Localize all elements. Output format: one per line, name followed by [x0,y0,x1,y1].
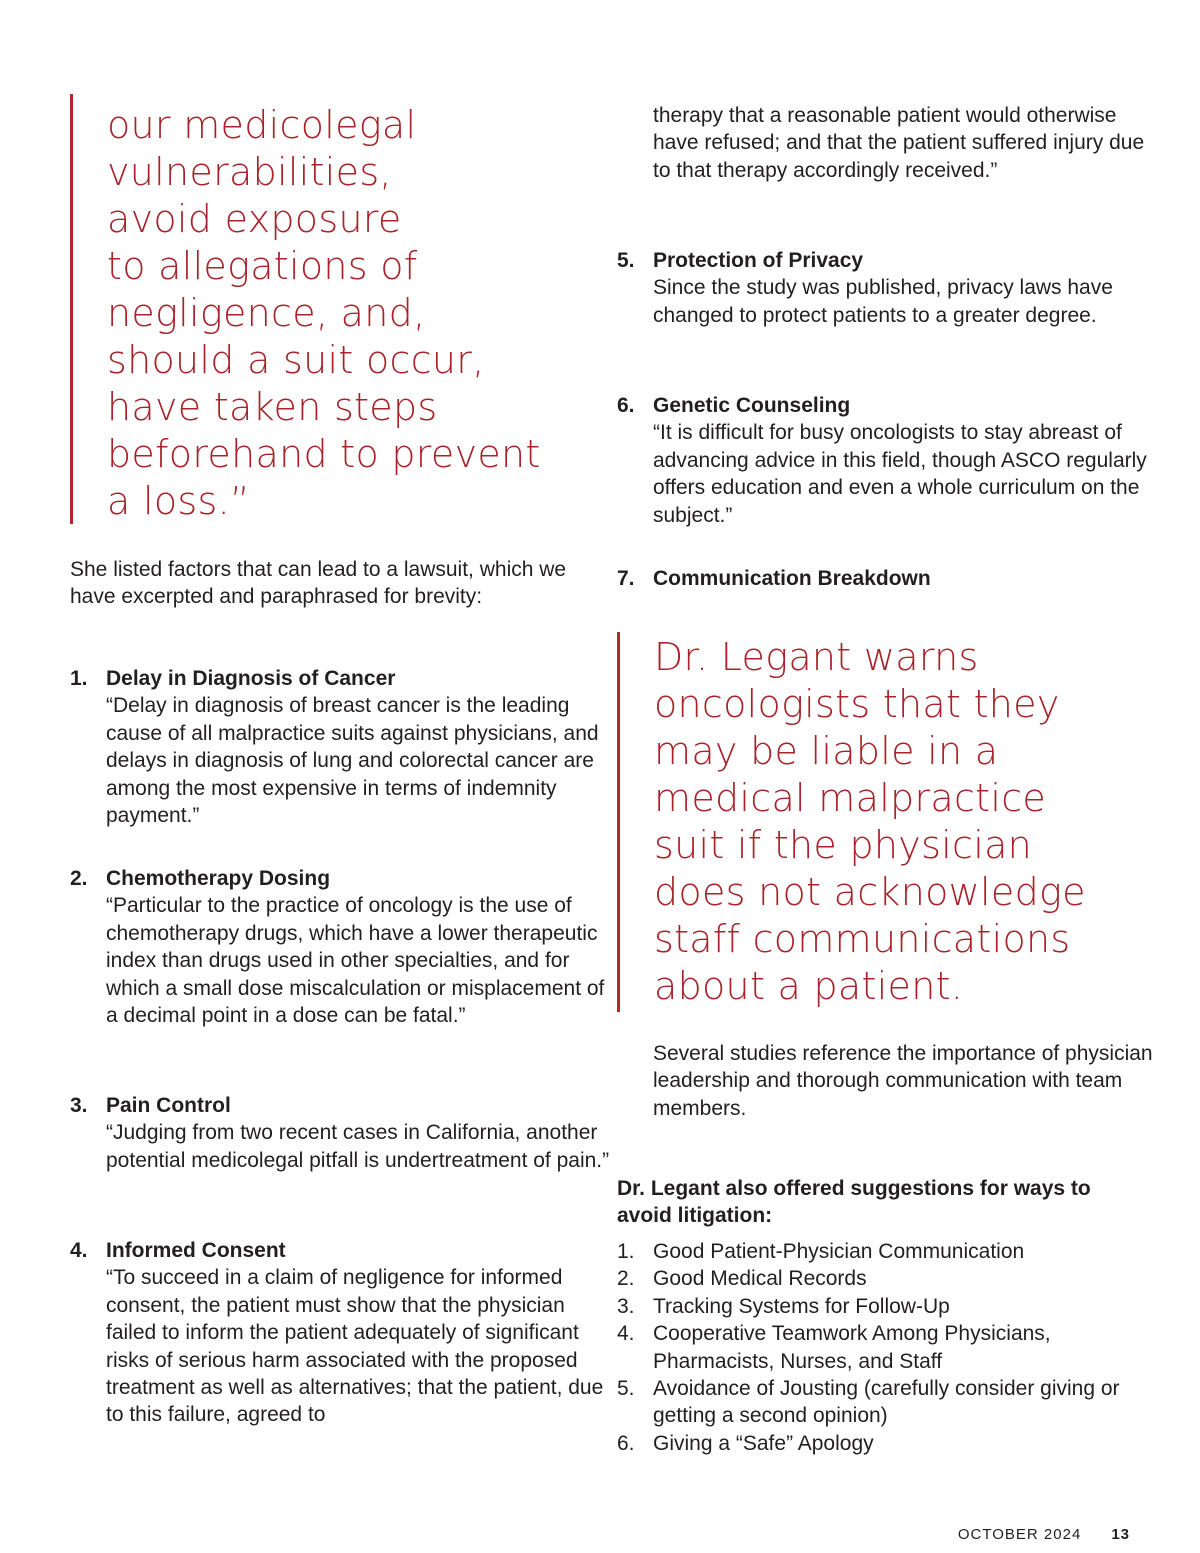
suggestions-list [617,1238,1157,1457]
pull-quote-line: our medicolegal [107,103,417,147]
factor-title: Chemotherapy Dosing [106,867,331,890]
factor-item [70,1092,610,1174]
list-item-text: Good Patient-Physician Communication [653,1240,1025,1263]
page-footer [958,1526,1130,1543]
factor-4-continued: therapy that a reasonable patient would otherwise have refused; and that the patient suffered injury due to that therapy accordingly received.” [653,104,1145,182]
factor-number: 1. [70,667,88,690]
factor-title: Genetic Counseling [653,394,851,417]
factor-item [617,392,1157,529]
page-number: 13 [1111,1526,1130,1543]
factor-title: Informed Consent [106,1239,286,1262]
factor-number: 2. [70,867,88,890]
several-studies-paragraph: Several studies reference the importance of physician leadership and thorough communication with team members. [653,1042,1153,1120]
pull-quote-line: medical malpractice [654,776,1047,820]
pull-quote-line: about a patient. [654,964,964,1008]
pull-quote-line: Dr. Legant warns [654,635,979,679]
pull-quote-line: beforehand to prevent [107,432,541,476]
pull-quote-line: a loss.” [107,479,250,523]
factor-item [617,565,1157,592]
pull-quote-line: suit if the physician [654,823,1033,867]
intro-paragraph: She listed factors that can lead to a lawsuit, which we have excerpted and paraphrased for brevity: [70,558,567,609]
factor-description: “To succeed in a claim of negligence for informed consent, the patient must show that the physician failed to inform the patient adequately of significant risks of serious harm associated with the proposed treatment as well as alternatives; that the patient, due to this failure, agreed to [106,1266,604,1427]
factor-title: Protection of Privacy [653,249,864,272]
suggestions-heading: Dr. Legant also offered suggestions for ways to avoid litigation: [617,1177,1091,1228]
list-item-number: 3. [617,1294,635,1318]
pull-quote-line: vulnerabilities, [107,150,392,194]
factor-description: “Particular to the practice of oncology is the use of chemotherapy drugs, which have a lower therapeutic index than drugs used in other specialties, and for which a small dose miscalculation or misplacement of a decimal point in a dose can be fatal.” [106,894,605,1028]
list-item-text: Good Medical Records [653,1267,867,1291]
list-item-text: Avoidance of Jousting (carefully consider giving or getting a second opinion) [653,1377,1120,1428]
list-item [617,1375,1157,1430]
pull-quote-top [70,94,590,524]
factor-item [70,665,610,829]
list-item-number: 5. [617,1377,635,1401]
factor-number: 7. [617,567,635,590]
list-item-text: Cooperative Teamwork Among Physicians, Pharmacists, Nurses, and Staff [653,1322,1051,1373]
factor-title: Delay in Diagnosis of Cancer [106,667,396,690]
factor-number: 4. [70,1239,88,1262]
pull-quote-line: oncologists that they [654,682,1060,726]
factor-description: “Delay in diagnosis of breast cancer is the leading cause of all malpractice suits against physicians, and delays in diagnosis of lung and colorectal cancer are among the most expensive in terms of indemnity payment.” [106,694,599,828]
list-item [617,1293,1157,1320]
factor-number: 3. [70,1094,88,1117]
factor-item [617,247,1157,329]
pull-quote-right [617,632,1177,1012]
list-item-text: Tracking Systems for Follow-Up [653,1294,950,1318]
pull-quote-line: avoid exposure [107,197,402,241]
list-item [617,1265,1157,1292]
list-item-number: 1. [617,1240,635,1263]
list-item [617,1238,1157,1265]
factor-item [70,865,610,1029]
pull-quote-line: have taken steps [107,385,438,429]
issue-date: OCTOBER 2024 [957,1526,1082,1543]
list-item-text: Giving a “Safe” Apology [653,1431,874,1455]
factor-description: “Judging from two recent cases in California, another potential medicolegal pitfall is undertreatment of pain.” [106,1121,610,1172]
factor-description: Since the study was published, privacy laws have changed to protect patients to a greater degree. [653,276,1113,327]
pull-quote-line: to allegations of [107,244,418,288]
list-item-number: 6. [617,1431,635,1455]
list-item [617,1430,1157,1457]
pull-quote-line: staff communications [654,917,1071,961]
factor-title: Communication Breakdown [653,567,931,590]
factor-title: Pain Control [106,1094,231,1117]
factor-number: 6. [617,394,635,417]
list-item-number: 2. [617,1267,635,1291]
list-item-number: 4. [617,1322,635,1346]
pull-quote-line: does not acknowledge [654,870,1086,914]
factor-number: 5. [617,249,635,272]
pull-quote-line: negligence, and, [107,291,426,335]
factor-item [70,1237,610,1429]
factor-description: “It is difficult for busy oncologists to stay abreast of advancing advice in this field, though ASCO regularly offers education and even a whole curriculum on the subject.” [653,421,1147,527]
pull-quote-line: may be liable in a [654,729,999,773]
pull-quote-line: should a suit occur, [107,338,485,382]
list-item [617,1320,1157,1375]
